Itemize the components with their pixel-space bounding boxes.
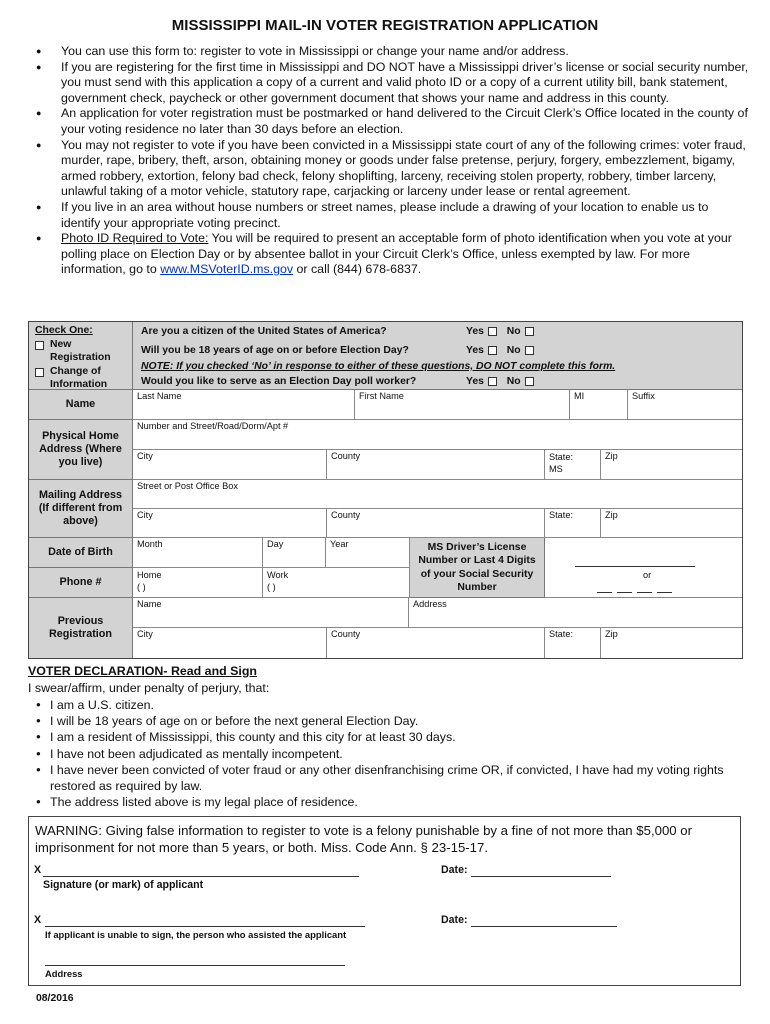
last-name-field[interactable] [133, 390, 355, 420]
street-field[interactable] [133, 420, 742, 450]
declaration-item: ● I have not been adjudicated as mentally incompetent. [36, 746, 736, 762]
form-title: MISSISSIPPI MAIL-IN VOTER REGISTRATION APPLICATION [171, 17, 599, 34]
poll-no-checkbox[interactable] [525, 377, 534, 386]
state-caption: State: [549, 510, 574, 520]
previous-name-field[interactable] [133, 598, 409, 628]
physical-address-label: Physical Home Address (Where you live) [29, 420, 133, 480]
license-line [575, 566, 695, 567]
mailing-city-field[interactable] [133, 509, 327, 538]
signature-date-line[interactable] [471, 876, 611, 877]
assistant-signature-line[interactable] [45, 926, 365, 927]
ssn-digit-line [657, 592, 672, 593]
change-info-label: Change of Information [50, 365, 108, 390]
yes-label: Yes [466, 326, 484, 337]
mi-caption: MI [574, 391, 585, 401]
no-label: No [506, 376, 521, 387]
mailing-county-field[interactable] [327, 509, 545, 538]
check-one-panel [29, 322, 133, 390]
day-caption: Day [267, 539, 284, 549]
instruction-item: ● If you live in an area without house numbers or street names, please include a drawing of your location to enable us to identify your appropriate voting precinct. [36, 200, 750, 231]
phone-label: Phone # [29, 568, 133, 598]
middle-initial-field[interactable] [570, 390, 628, 420]
zip-caption: Zip [605, 629, 618, 639]
assistant-date-label: Date: [441, 914, 468, 926]
po-box-field[interactable] [133, 480, 742, 509]
declaration-intro: I swear/affirm, under penalty of perjury, that: [28, 681, 270, 695]
last-name-caption: Last Name [137, 391, 182, 401]
poll-worker-question: Would you like to serve as an Election Day poll worker? [141, 376, 417, 387]
warning-box [28, 816, 741, 986]
city-caption: City [137, 451, 153, 461]
home-caption: Home [137, 570, 162, 580]
area-code-parens: ( ) [137, 582, 146, 592]
declaration-item: ● I am a resident of Mississippi, this county and this city for at least 30 days. [36, 729, 736, 745]
previous-state-field[interactable] [545, 628, 601, 658]
name-label: Name [29, 390, 133, 420]
previous-city-field[interactable] [133, 628, 327, 658]
or-label: or [643, 570, 652, 580]
instruction-item: ● You may not register to vote if you have been convicted in a Mississippi state court of any of the following crimes: voter fraud, murder, rape, bribery, theft, arson, obtaining money or goods under false pretense, perjury, forgery, embezzlement, bigamy, armed robbery, extortion, felony bad check, felony shoplifting, larceny, receiving stolen property, robbery, timber larceny, unlawful taking of a motor vehicle, statutory rape, carjacking or larceny under lease or rental agreement. [36, 138, 750, 200]
state-value: MS [549, 464, 563, 474]
citizen-question: Are you a citizen of the United States of America? [141, 326, 387, 337]
signature-date-label: Date: [441, 864, 468, 876]
county-caption: County [331, 510, 361, 520]
photo-id-phone: or call (844) 678-6837. [293, 262, 422, 277]
declaration-list [36, 697, 736, 810]
citizen-no-checkbox[interactable] [525, 327, 534, 336]
street-caption: Number and Street/Road/Dorm/Apt # [137, 421, 289, 431]
address-caption: Address [413, 599, 447, 609]
assistant-address-line[interactable] [45, 965, 345, 966]
eligibility-questions [133, 322, 742, 390]
instruction-item: ● An application for voter registration must be postmarked or hand delivered to the Circuit Clerk’s Office located in the county of your voting residence no later than 30 days before an election. [36, 106, 750, 137]
registration-form [28, 321, 743, 659]
city-field[interactable] [133, 450, 327, 480]
no-label: No [506, 326, 521, 337]
dob-year-field[interactable] [326, 538, 410, 568]
signature-label: Signature (or mark) of applicant [43, 879, 204, 891]
declaration-item: ● I will be 18 years of age on or before the next general Election Day. [36, 713, 736, 729]
home-phone-field[interactable] [133, 568, 263, 598]
county-caption: County [331, 629, 361, 639]
signature-x: X [34, 864, 42, 876]
check-one-label: Check One: [35, 325, 93, 336]
dob-month-field[interactable] [133, 538, 263, 568]
eligibility-note: NOTE: If you checked ‘No’ in response to either of these questions, DO NOT complete this form. [141, 361, 616, 372]
name-caption: Name [137, 599, 162, 609]
city-caption: City [137, 510, 153, 520]
mailing-state-field[interactable] [545, 509, 601, 538]
zip-caption: Zip [605, 510, 618, 520]
ssn-digit-line [597, 592, 612, 593]
assistant-address-label: Address [45, 968, 83, 979]
city-caption: City [137, 629, 153, 639]
photo-id-text: You will be required to present an acceptable form of photo identification when you vote at your polling place on Election Day or by absentee ballot in your Circuit Clerk’s Office, unless exempted by law. For more information, go to [61, 231, 732, 277]
po-box-caption: Street or Post Office Box [137, 481, 238, 491]
dob-label: Date of Birth [29, 538, 133, 568]
suffix-caption: Suffix [632, 391, 655, 401]
suffix-field[interactable] [628, 390, 742, 420]
previous-county-field[interactable] [327, 628, 545, 658]
state-caption: State: [549, 629, 574, 639]
county-field[interactable] [327, 450, 545, 480]
state-field[interactable] [545, 450, 601, 480]
voter-id-link[interactable]: www.MSVoterID.ms.gov [160, 262, 294, 277]
assistant-label: If applicant is unable to sign, the person who assisted the applicant [45, 929, 347, 940]
year-caption: Year [330, 539, 349, 549]
age-question: Will you be 18 years of age on or before Election Day? [141, 345, 409, 356]
mailing-address-label: Mailing Address (If different from above) [29, 480, 133, 538]
license-ssn-field[interactable] [545, 538, 742, 598]
poll-yes-checkbox[interactable] [488, 377, 497, 386]
zip-field[interactable] [601, 450, 742, 480]
no-label: No [506, 345, 521, 356]
assistant-x: X [34, 914, 42, 926]
signature-line[interactable] [43, 876, 359, 877]
zip-caption: Zip [605, 451, 618, 461]
license-label: MS Driver’s License Number or Last 4 Digits of your Social Security Number [410, 538, 545, 598]
instructions-list [36, 44, 750, 278]
month-caption: Month [137, 539, 163, 549]
work-caption: Work [267, 570, 289, 580]
declaration-item: ● I have never been convicted of voter fraud or any other disenfranchising crime OR, if convicted, I have had my voting rights restored as required by law. [36, 762, 736, 794]
instruction-item-photo-id [36, 231, 750, 278]
instruction-item: ● If you are registering for the first time in Mississippi and DO NOT have a Mississippi driver’s license or social security number, you must send with this application a copy of a current and valid photo ID or a copy of a current utility bill, bank statement, government check, paycheck or other government document that shows your name and address in this county. [36, 60, 750, 107]
warning-text: WARNING: Giving false information to register to vote is a felony punishable by a fine of not more than $5,000 or imprisonment for not more than 5 years, or both. Miss. Code Ann. § 23-15-17. [35, 823, 693, 855]
ssn-digit-line [617, 592, 632, 593]
age-no-checkbox[interactable] [525, 346, 534, 355]
instruction-item: ● You can use this form to: register to vote in Mississippi or change your name and/or address. [36, 44, 750, 60]
form-revision-date: 08/2016 [36, 993, 74, 1004]
yes-label: Yes [466, 376, 484, 387]
work-phone-field[interactable] [263, 568, 410, 598]
state-caption: State: [549, 452, 574, 462]
mailing-zip-field[interactable] [601, 509, 742, 538]
dob-day-field[interactable] [263, 538, 326, 568]
county-caption: County [331, 451, 361, 461]
previous-address-field[interactable] [409, 598, 742, 628]
declaration-heading: VOTER DECLARATION- Read and Sign [28, 664, 258, 678]
assistant-date-line[interactable] [471, 926, 617, 927]
yes-label: Yes [466, 345, 484, 356]
change-info-checkbox[interactable] [35, 368, 44, 377]
first-name-field[interactable] [355, 390, 570, 420]
declaration-item: ● I am a U.S. citizen. [36, 697, 736, 713]
first-name-caption: First Name [359, 391, 404, 401]
photo-id-heading: Photo ID Required to Vote: [61, 231, 209, 246]
previous-registration-label: Previous Registration [29, 598, 133, 658]
new-registration-label: New Registration [50, 338, 111, 363]
ssn-digit-line [637, 592, 652, 593]
new-registration-checkbox[interactable] [35, 341, 44, 350]
previous-zip-field[interactable] [601, 628, 742, 658]
area-code-parens: ( ) [267, 582, 276, 592]
declaration-item: ● The address listed above is my legal place of residence. [36, 794, 736, 810]
citizen-yes-checkbox[interactable] [488, 327, 497, 336]
age-yes-checkbox[interactable] [488, 346, 497, 355]
